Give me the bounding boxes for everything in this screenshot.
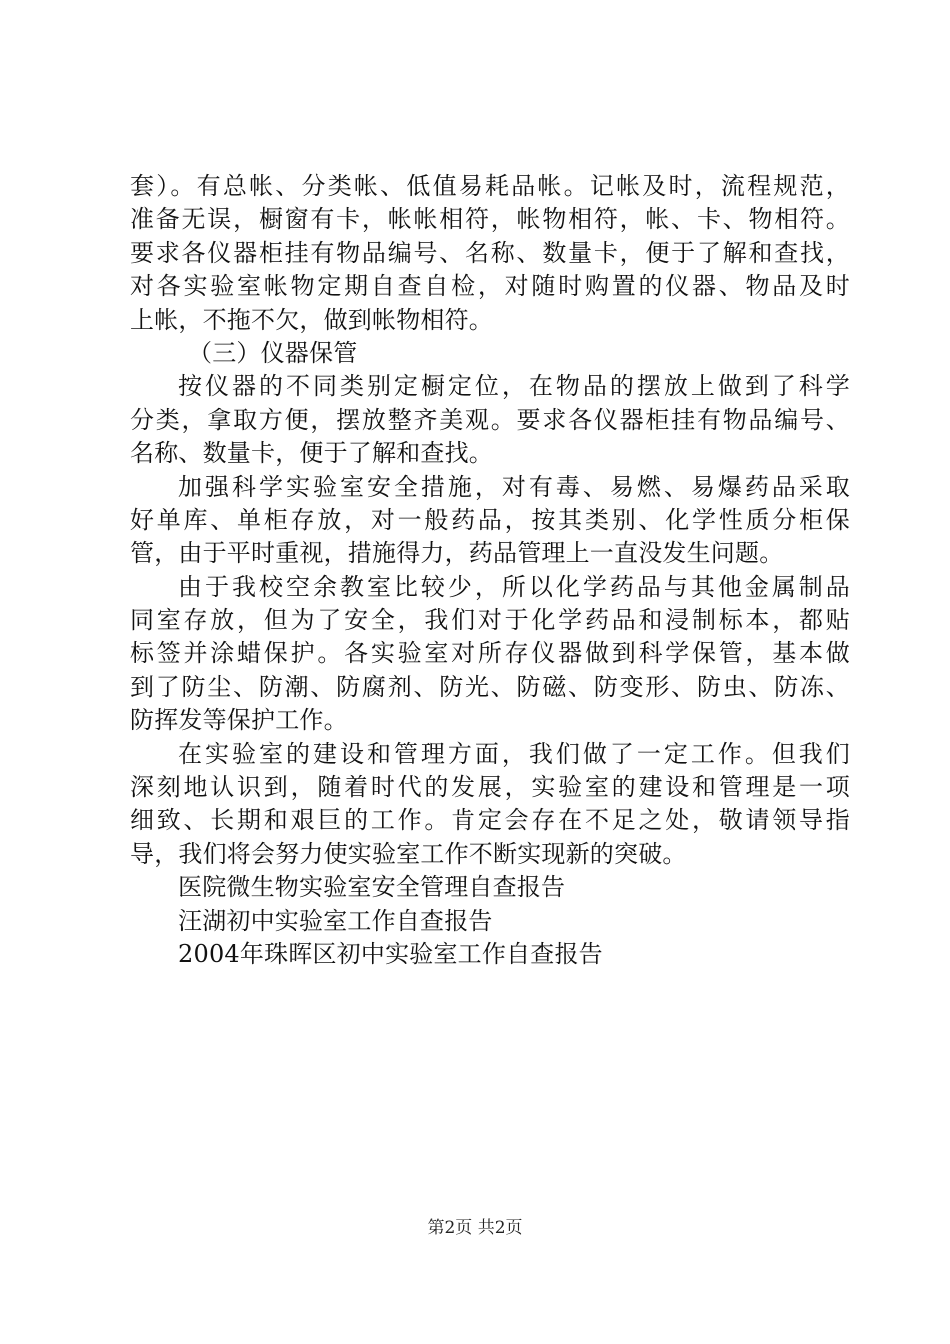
page-footer: 第2页 共2页 [427, 1218, 523, 1238]
paragraph-first-line: 加强科学实验室安全措施，对有毒、易燃、易爆药品采取 [178, 472, 850, 501]
body-line: 细致、长期和艰巨的工作。肯定会存在不足之处，敬请领导指 [130, 806, 850, 835]
body-line: 分类，拿取方便，摆放整齐美观。要求各仪器柜挂有物品编号、 [130, 405, 850, 434]
section-heading: （三）仪器保管 [188, 338, 358, 367]
body-line: 防挥发等保护工作。 [130, 706, 348, 735]
related-title: 2004年珠晖区初中实验室工作自查报告 [178, 939, 603, 968]
body-line: 管，由于平时重视，措施得力，药品管理上一直没发生问题。 [130, 539, 784, 568]
body-line: 好单库、单柜存放，对一般药品，按其类别、化学性质分柜保 [130, 505, 850, 534]
body-line: 导，我们将会努力使实验室工作不断实现新的突破。 [130, 839, 687, 868]
body-line: 套）。有总帐、分类帐、低值易耗品帐。记帐及时，流程规范， [130, 172, 850, 200]
document-body [130, 170, 850, 971]
body-line: 同室存放，但为了安全，我们对于化学药品和浸制标本，都贴 [130, 606, 850, 635]
body-line: 深刻地认识到，随着时代的发展，实验室的建设和管理是一项 [130, 773, 850, 802]
paragraph-first-line: 在实验室的建设和管理方面，我们做了一定工作。但我们 [178, 739, 850, 768]
body-line: 要求各仪器柜挂有物品编号、名称、数量卡，便于了解和查找， [130, 238, 850, 267]
body-line: 到了防尘、防潮、防腐剂、防光、防磁、防变形、防虫、防冻、 [130, 672, 850, 701]
body-line: 准备无误，橱窗有卡，帐帐相符，帐物相符，帐、卡、物相符。 [130, 205, 850, 234]
body-line: 对各实验室帐物定期自查自检，对随时购置的仪器、物品及时 [130, 272, 850, 301]
paragraph-first-line: 由于我校空余教室比较少，所以化学药品与其他金属制品 [178, 572, 850, 601]
body-line: 标签并涂蜡保护。各实验室对所存仪器做到科学保管，基本做 [130, 639, 850, 668]
paragraph-first-line: 按仪器的不同类别定橱定位，在物品的摆放上做到了科学 [178, 372, 850, 401]
body-line: 名称、数量卡，便于了解和查找。 [130, 439, 493, 468]
related-title: 汪湖初中实验室工作自查报告 [178, 906, 493, 935]
related-title: 医院微生物实验室安全管理自查报告 [178, 873, 566, 902]
body-line: 上帐，不拖不欠，做到帐物相符。 [130, 305, 493, 334]
